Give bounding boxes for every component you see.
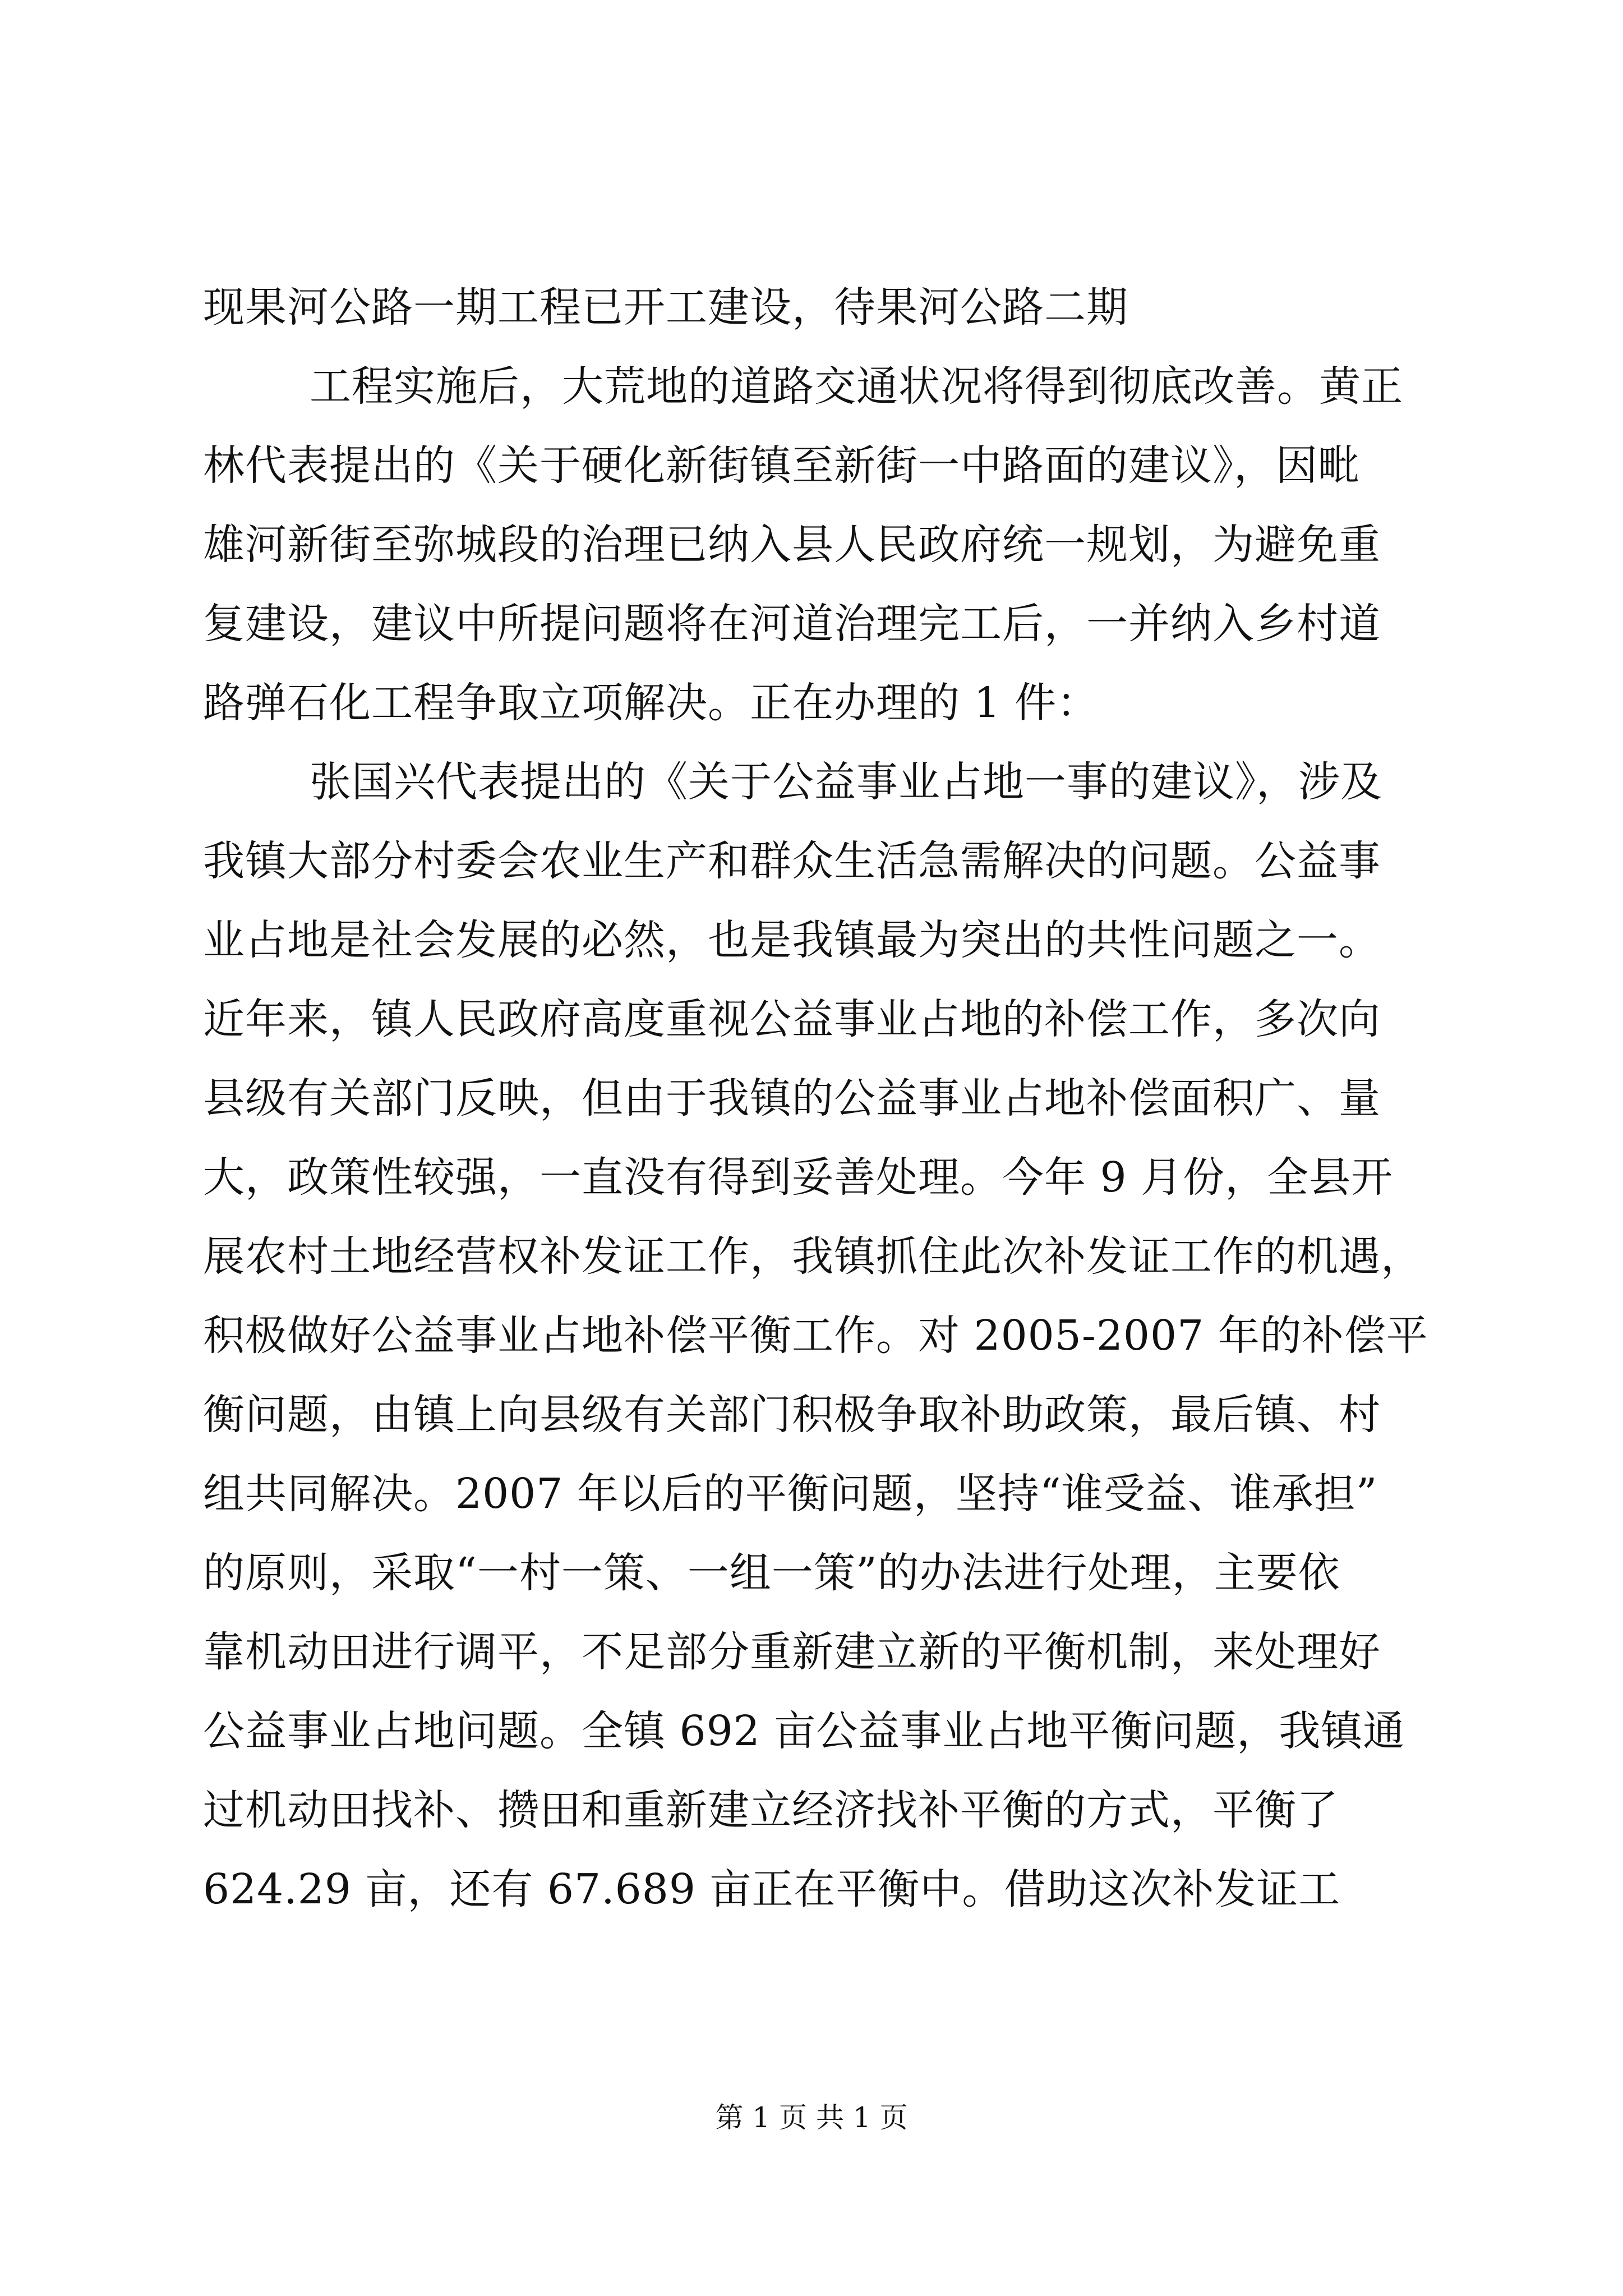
text-line: 业占地是社会发展的必然，也是我镇最为突出的共性问题之一。 [203,916,1381,964]
document-body [203,268,1426,1929]
text-line: 复建设，建议中所提问题将在河道治理完工后，一并纳入乡村道 [203,600,1381,648]
text-line: 衡问题，由镇上向县级有关部门积极争取补助政策，最后镇、村 [203,1391,1381,1439]
text-line: 林代表提出的《关于硬化新街镇至新街一中路面的建议》，因毗 [203,441,1360,490]
text-line: 过机动田找补、攒田和重新建立经济找补平衡的方式，平衡了 [203,1786,1339,1834]
text-line: 积极做好公益事业占地补偿平衡工作。对 2005-2007 年的补偿平 [203,1312,1428,1360]
text-line: 雄河新街至弥城段的治理已纳入县人民政府统一规划，为避免重 [203,521,1381,569]
text-line: 组共同解决。2007 年以后的平衡问题，坚持“谁受益、谁承担” [203,1470,1378,1518]
text-line: 工程实施后，大荒地的道路交通状况将得到彻底改善。黄正 [310,362,1403,411]
text-line: 县级有关部门反映，但由于我镇的公益事业占地补偿面积广、量 [203,1074,1381,1122]
page-footer [0,2101,1623,2134]
text-line: 路弹石化工程争取立项解决。正在办理的 1 件： [203,679,1099,727]
text-line: 近年来，镇人民政府高度重视公益事业占地的补偿工作，多次向 [203,995,1381,1043]
text-line: 公益事业占地问题。全镇 692 亩公益事业占地平衡问题，我镇通 [203,1707,1405,1755]
text-line: 大，政策性较强，一直没有得到妥善处理。今年 9 月份，全县开 [203,1153,1394,1202]
text-line: 靠机动田进行调平，不足部分重新建立新的平衡机制，来处理好 [203,1628,1381,1676]
text-line: 现果河公路一期工程已开工建设，待果河公路二期 [203,283,1128,332]
page-number-label: 第 1 页 共 1 页 [715,2101,908,2134]
text-line: 我镇大部分村委会农业生产和群众生活急需解决的问题。公益事 [203,837,1381,885]
text-line: 624.29 亩，还有 67.689 亩正在平衡中。借助这次补发证工 [203,1865,1341,1913]
text-line: 的原则，采取“一村一策、一组一策”的办法进行处理，主要依 [203,1549,1340,1597]
text-line: 展农村土地经营权补发证工作，我镇抓住此次补发证工作的机遇， [203,1232,1423,1281]
text-line: 张国兴代表提出的《关于公益事业占地一事的建议》，涉及 [310,758,1382,806]
